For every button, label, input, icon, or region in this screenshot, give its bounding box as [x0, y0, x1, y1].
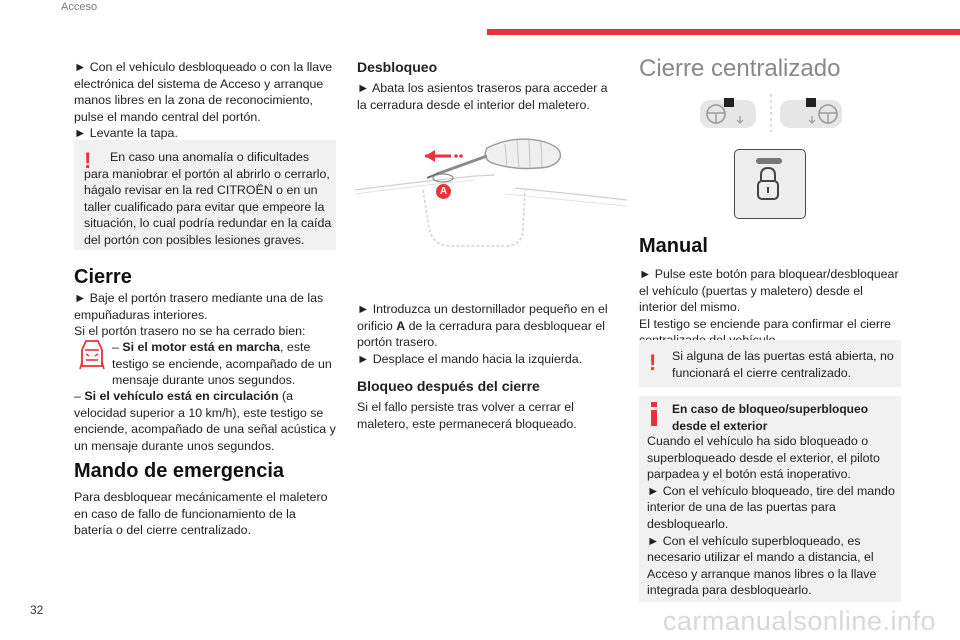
- cierre-driving: [74, 388, 336, 454]
- warning-text-2: Si alguna de las puertas está abierta, no funcionará el cierre centralizado.: [672, 349, 894, 380]
- dash: –: [74, 389, 85, 403]
- bold-phrase: Si el vehículo está en circulación: [84, 389, 279, 403]
- info-text-3: ► Con el vehículo superbloqueado, es necesario utilizar el mando a distancia, el Acceso y arranque manos libres o la llave integrada para desbloquearlo.: [647, 533, 877, 598]
- phrase-rest: , este testigo se enciende, acompañado de un mensaje durante unos segundos.: [112, 340, 332, 388]
- info-title: En caso de bloqueo/superbloqueo desde el exterior: [672, 402, 869, 433]
- tailgate-open-warning-icon: [78, 338, 106, 372]
- cierre-note: Si el portón trasero no se ha cerrado bien:: [74, 324, 306, 339]
- heading-bloqueo: Bloqueo después del cierre: [357, 378, 540, 394]
- page-number: 32: [30, 603, 44, 617]
- info-text-2: ► Con el vehículo bloqueado, tire del mando interior de una de las puertas para desbloquearlo.: [647, 483, 895, 531]
- heading-manual: Manual: [639, 235, 708, 257]
- cierre-engine-running-text: [112, 339, 336, 389]
- column-2: [357, 59, 619, 113]
- info-body: [647, 433, 897, 599]
- heading-desbloqueo: Desbloqueo: [357, 59, 438, 75]
- figure-label-a: A: [436, 184, 451, 199]
- info-text-1: Cuando el vehículo ha sido bloqueado o superbloqueado desde el exterior, el piloto parpadea y el botón está inoperativo.: [647, 434, 880, 482]
- desbloqueo-move-step: ► Desplace el mando hacia la izquierda.: [357, 351, 583, 366]
- tailgate-lock-illustration: [355, 128, 627, 278]
- watermark: carmanualsonline.info: [662, 606, 936, 636]
- cierre-body: [74, 290, 336, 340]
- section-title: Acceso: [61, 1, 98, 13]
- column-3: [639, 55, 907, 83]
- intro-paragraph: ► Con el vehículo desbloqueado o con la llave electrónica del sistema de Acceso y arranque manos libres en la zona de reconocimiento, pulse el mando central del portón.: [74, 60, 333, 124]
- bloqueo-text: Si el fallo persiste tras volver a cerrar el maletero, este permanecerá bloqueado.: [357, 400, 577, 431]
- bold-phrase: Si el motor está en marcha: [122, 340, 281, 354]
- cierre-engine-running: [112, 339, 336, 389]
- phrase: ► Introduzca un destornillador pequeño en el orificio: [357, 302, 608, 333]
- info-icon: [647, 402, 661, 426]
- column-1: [74, 59, 336, 142]
- cierre-step: ► Baje el portón trasero mediante una de las empuñaduras interiores.: [74, 291, 324, 322]
- section-bloqueo: [357, 378, 619, 432]
- manual-step: ► Pulse este botón para bloquear/desbloquear el vehículo (puertas y maletero) desde el interior del mismo.: [639, 267, 899, 315]
- section-manual: [639, 235, 901, 349]
- heading-cierre-centralizado: Cierre centralizado: [639, 55, 841, 82]
- desbloqueo-insert-step: [357, 301, 619, 351]
- heading-mando-emergencia: Mando de emergencia: [74, 460, 285, 482]
- warning-box: [74, 140, 336, 250]
- manual-note: El testigo se enciende para confirmar el cierre: [639, 316, 892, 331]
- central-lock-button-icon: [734, 149, 806, 219]
- bold-letter: A: [396, 318, 406, 333]
- section-emergencia: [74, 460, 344, 539]
- section-cierre: [74, 266, 336, 289]
- dash: –: [112, 340, 123, 354]
- warning-text: En caso una anomalía o dificultades para maniobrar el portón al abrirlo o cerrarlo, hágalo revisar en la red CITROËN o en un taller cualificado para evitar que empeore la situación, lo cual podría redundar en la caída del portón con posibles lesiones graves.: [84, 150, 332, 247]
- phrase-rest: (a velocidad superior a 10 km/h), este testigo se enciende, acompañado de una señal acústica y un mensaje durante unos segundos.: [74, 389, 336, 453]
- phrase: de la cerradura para desbloquear el portón trasero.: [357, 318, 605, 350]
- heading-cierre: Cierre: [74, 266, 132, 288]
- warning-box-2: [639, 340, 901, 387]
- desbloqueo-step: ► Abata los asientos traseros para acceder a la cerradura desde el interior del maletero.: [357, 81, 608, 112]
- intro-step: ► Levante la tapa.: [74, 126, 178, 141]
- header-accent-bar: [487, 29, 960, 35]
- cierre-driving-text: [74, 388, 336, 454]
- info-box: [639, 396, 901, 602]
- warning-icon: !: [649, 350, 657, 375]
- desbloqueo-instructions: [357, 301, 619, 367]
- warning-icon: !: [84, 148, 92, 173]
- emergencia-text: Para desbloquear mecánicamente el maletero en caso de fallo de funcionamiento de la batería o del cierre centralizado.: [74, 490, 328, 538]
- lhd-rhd-diagram: [700, 92, 850, 134]
